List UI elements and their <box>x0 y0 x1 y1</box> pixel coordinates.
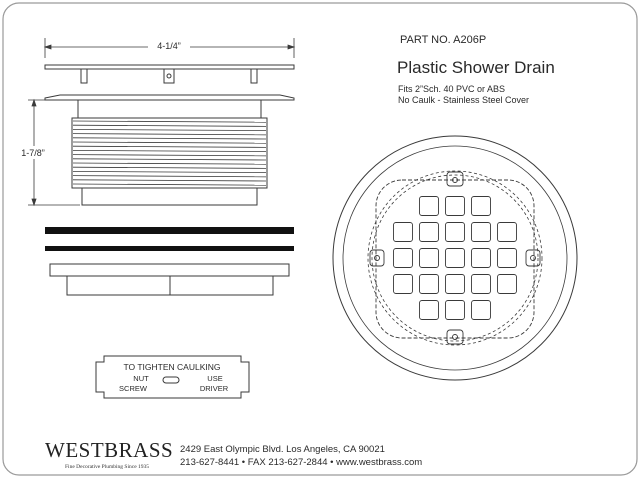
drain-top-view <box>333 136 577 380</box>
hidden-body-outline <box>368 171 542 345</box>
grate-opening <box>472 223 491 242</box>
screw-right <box>531 256 536 261</box>
height-label: 1-7/8” <box>21 148 45 158</box>
grate-plate <box>376 180 534 338</box>
grate-opening <box>446 275 465 294</box>
hidden-thread-outline <box>372 175 538 341</box>
screw-tab-bottom <box>447 330 463 344</box>
width-label: 4-1/4” <box>157 41 181 51</box>
tool-slot <box>163 377 179 383</box>
screw-left <box>375 256 380 261</box>
tool-title: TO TIGHTEN CAULKING <box>123 362 221 372</box>
spec-line-1: Fits 2”Sch. 40 PVC or ABS <box>398 84 506 94</box>
grate-openings <box>394 197 517 320</box>
grate-opening <box>472 249 491 268</box>
grate-opening <box>420 223 439 242</box>
grate-opening <box>394 223 413 242</box>
grate-opening <box>420 275 439 294</box>
grate-opening <box>498 223 517 242</box>
grate-opening <box>472 275 491 294</box>
screw-tab-top <box>447 172 463 186</box>
spec-line-2: No Caulk - Stainless Steel Cover <box>398 95 530 105</box>
grate-opening <box>394 249 413 268</box>
grate-opening <box>446 223 465 242</box>
tool-right-line2: DRIVER <box>199 384 229 393</box>
grate-opening <box>420 197 439 216</box>
brand-logo: WESTBRASS <box>45 438 174 462</box>
grate-opening <box>498 275 517 294</box>
grate-opening <box>472 197 491 216</box>
grate-opening <box>420 249 439 268</box>
cover-plate-side <box>45 65 294 83</box>
grate-opening <box>394 275 413 294</box>
company-contact: 213-627-8441 • FAX 213-627-2844 • www.westbrass.com <box>180 457 423 468</box>
friction-ring <box>45 246 294 251</box>
tool-left-line1: NUT <box>133 374 149 383</box>
grate-opening <box>446 249 465 268</box>
drain-body-side <box>45 95 294 205</box>
part-number: PART NO. A206P <box>400 34 487 46</box>
tool-right-line1: USE <box>207 374 223 383</box>
grate-opening <box>472 301 491 320</box>
locknut-side <box>50 264 289 295</box>
company-address: 2429 East Olympic Blvd. Los Angeles, CA 90021 <box>180 444 385 455</box>
brand-tagline: Fine Decorative Plumbing Since 1935 <box>65 464 150 470</box>
grate-opening <box>420 301 439 320</box>
product-title: Plastic Shower Drain <box>397 58 555 77</box>
grate-opening <box>446 301 465 320</box>
screw-bottom <box>453 335 458 340</box>
grate-opening <box>498 249 517 268</box>
grate-opening <box>446 197 465 216</box>
rubber-gasket <box>45 227 294 234</box>
tool-left-line2: SCREW <box>119 384 147 393</box>
inner-flange-ring <box>343 146 567 370</box>
